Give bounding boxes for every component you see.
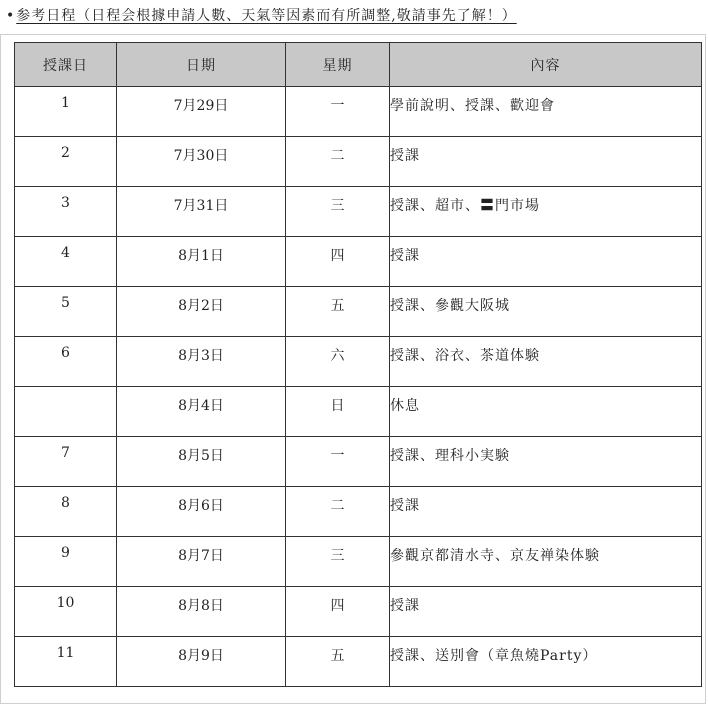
cell-content: 授課、浴衣、茶道体験 bbox=[390, 337, 702, 387]
cell-day bbox=[15, 387, 117, 437]
cell-day: 10 bbox=[15, 587, 117, 637]
cell-content: 學前說明、授課、歡迎會 bbox=[390, 87, 702, 137]
cell-weekday: 一 bbox=[286, 87, 390, 137]
cell-day: 7 bbox=[15, 437, 117, 487]
cell-date: 7月29日 bbox=[117, 87, 286, 137]
cell-weekday: 一 bbox=[286, 437, 390, 487]
cell-weekday: 二 bbox=[286, 487, 390, 537]
cell-date: 8月6日 bbox=[117, 487, 286, 537]
cell-date: 8月2日 bbox=[117, 287, 286, 337]
cell-content: 授課 bbox=[390, 587, 702, 637]
bullet-marker: • bbox=[6, 8, 15, 24]
cell-content: 休息 bbox=[390, 387, 702, 437]
cell-date: 8月3日 bbox=[117, 337, 286, 387]
cell-weekday: 四 bbox=[286, 587, 390, 637]
cell-day: 6 bbox=[15, 337, 117, 387]
cell-date: 7月30日 bbox=[117, 137, 286, 187]
table-row bbox=[15, 437, 702, 487]
cell-weekday: 日 bbox=[286, 387, 390, 437]
cell-date: 8月7日 bbox=[117, 537, 286, 587]
heading-text: 参考日程（日程会根據申請人數、天氣等因素而有所調整,敬請事先了解！） bbox=[16, 8, 517, 24]
cell-content: 授課 bbox=[390, 237, 702, 287]
cell-day: 5 bbox=[15, 287, 117, 337]
schedule-heading bbox=[6, 4, 517, 28]
header-date: 日期 bbox=[117, 43, 286, 87]
table-row bbox=[15, 587, 702, 637]
cell-day: 8 bbox=[15, 487, 117, 537]
cell-content: 授課、參觀大阪城 bbox=[390, 287, 702, 337]
table-row bbox=[15, 237, 702, 287]
cell-content: 授課 bbox=[390, 137, 702, 187]
cell-content: 授課、超市、〓門市場 bbox=[390, 187, 702, 237]
table-header-row bbox=[15, 43, 702, 87]
header-day: 授課日 bbox=[15, 43, 117, 87]
cell-weekday: 五 bbox=[286, 637, 390, 687]
cell-day: 3 bbox=[15, 187, 117, 237]
table-row bbox=[15, 637, 702, 687]
cell-day: 1 bbox=[15, 87, 117, 137]
cell-date: 8月9日 bbox=[117, 637, 286, 687]
table-row bbox=[15, 187, 702, 237]
cell-content: 授課、送別會（章魚燒Party） bbox=[390, 637, 702, 687]
header-content: 內容 bbox=[390, 43, 702, 87]
table-row bbox=[15, 537, 702, 587]
cell-weekday: 五 bbox=[286, 287, 390, 337]
cell-weekday: 六 bbox=[286, 337, 390, 387]
cell-day: 4 bbox=[15, 237, 117, 287]
cell-content: 授課 bbox=[390, 487, 702, 537]
cell-weekday: 三 bbox=[286, 537, 390, 587]
table-row bbox=[15, 137, 702, 187]
cell-content: 參觀京都清水寺、京友禅染体験 bbox=[390, 537, 702, 587]
cell-weekday: 二 bbox=[286, 137, 390, 187]
table-row bbox=[15, 337, 702, 387]
cell-day: 9 bbox=[15, 537, 117, 587]
table-row bbox=[15, 87, 702, 137]
header-weekday: 星期 bbox=[286, 43, 390, 87]
table-row bbox=[15, 287, 702, 337]
cell-date: 8月4日 bbox=[117, 387, 286, 437]
table-row bbox=[15, 387, 702, 437]
cell-weekday: 四 bbox=[286, 237, 390, 287]
cell-weekday: 三 bbox=[286, 187, 390, 237]
cell-date: 8月5日 bbox=[117, 437, 286, 487]
table-row bbox=[15, 487, 702, 537]
schedule-table bbox=[14, 42, 702, 687]
cell-date: 8月1日 bbox=[117, 237, 286, 287]
cell-day: 2 bbox=[15, 137, 117, 187]
cell-day: 11 bbox=[15, 637, 117, 687]
cell-content: 授課、理科小実験 bbox=[390, 437, 702, 487]
cell-date: 8月8日 bbox=[117, 587, 286, 637]
table-body bbox=[15, 87, 702, 687]
cell-date: 7月31日 bbox=[117, 187, 286, 237]
